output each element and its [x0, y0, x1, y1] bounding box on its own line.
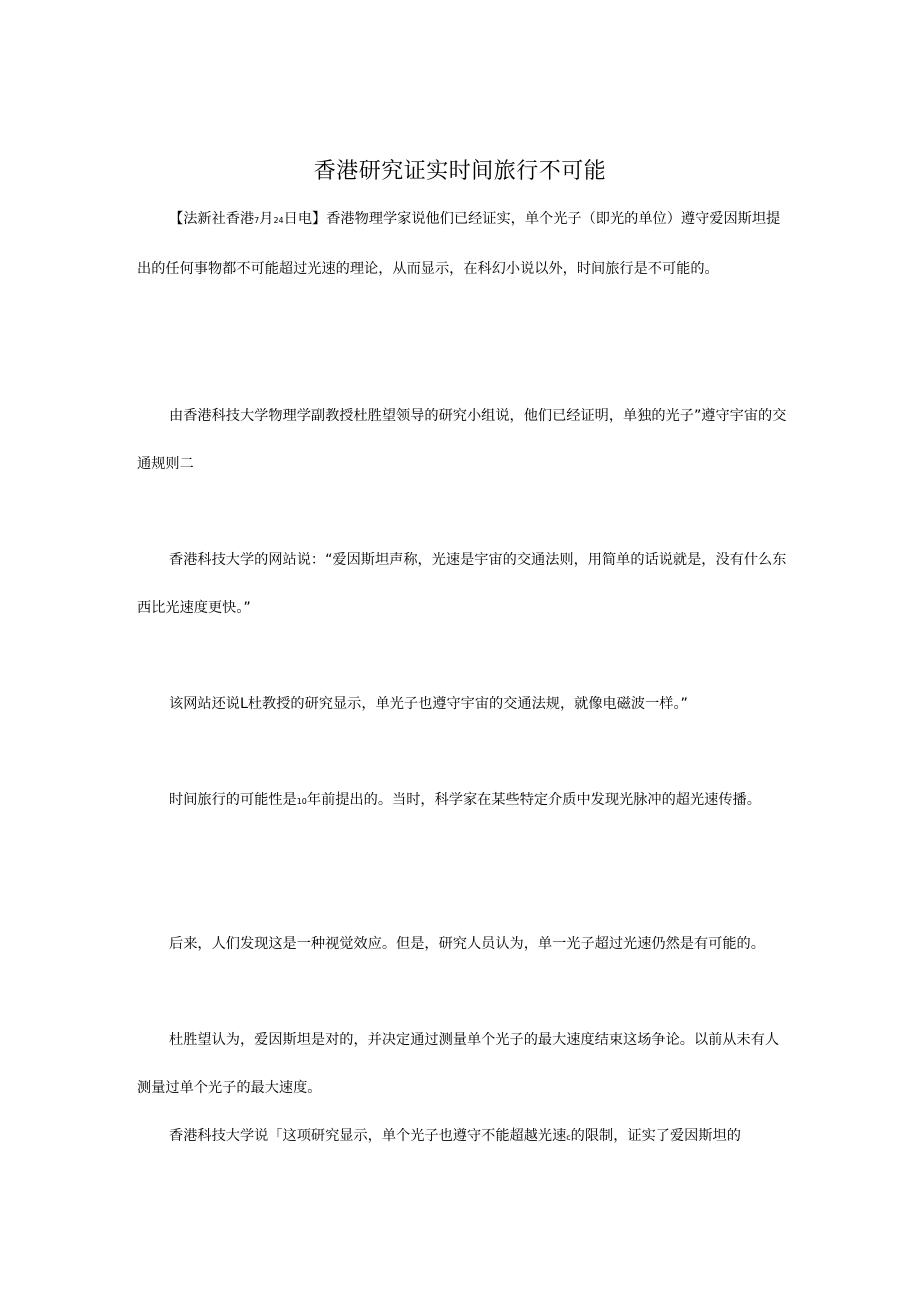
statement-c-symbol: c	[566, 1133, 571, 1142]
paragraph-dateline	[137, 195, 787, 293]
dateline-month-number: 7	[254, 216, 260, 225]
dateline-body: 日电】香港物理学家说他们已经证实，单个光子（即光的单位）遵守爱因斯坦提出的任何事物都不可能超过光速的理论，从而显示，在科幻小说以外，时间旅行是不可能的。	[137, 211, 781, 277]
paragraph-time-travel-history	[137, 776, 787, 826]
paragraph-website-quote: 香港科技大学的网站说：“爱因斯坦声称，光速是宇宙的交通法则，用简单的话说就是，没有什么东西比光速度更快。”	[137, 552, 787, 616]
history-years-number: 10	[296, 797, 307, 806]
statement-prefix: 香港科技大学说「这项研究显示，单个光子也遵守不能超越光速	[169, 1128, 567, 1144]
history-prefix: 时间旅行的可能性是	[169, 792, 297, 808]
dateline-prefix: 【法新社香港	[169, 211, 255, 227]
paragraph-university-statement	[137, 1112, 787, 1162]
history-body: 年前提出的。当时，科学家在某些特定介质中发现光脉冲的超光速传播。	[306, 792, 761, 808]
paragraph-visual-effect: 后来，人们发现这是一种视觉效应。但是，研究人员认为，单一光子超过光速仍然是有可能的。	[169, 936, 765, 952]
article-title: 香港研究证实时间旅行不可能	[313, 159, 607, 184]
dateline-month-unit: 月	[259, 211, 274, 227]
statement-body: 的限制，证实了爱因斯坦的	[570, 1128, 741, 1144]
paragraph-einstein-right: 杜胜望认为，爱因斯坦是对的，并决定通过测量单个光子的最大速度结束这场争论。以前从未有人测量过单个光子的最大速度。	[137, 1032, 780, 1096]
dateline-day-number: 24	[273, 216, 284, 225]
paragraph-research-team: 由香港科技大学物理学副教授杜胜望领导的研究小组说，他们已经证明，单独的光子”遵守宇宙的交通规则二	[137, 408, 787, 472]
paragraph-website-addendum: 该网站还说L杜教授的研究显示，单光子也遵守宇宙的交通法规，就像电磁波一样。”	[169, 696, 688, 712]
